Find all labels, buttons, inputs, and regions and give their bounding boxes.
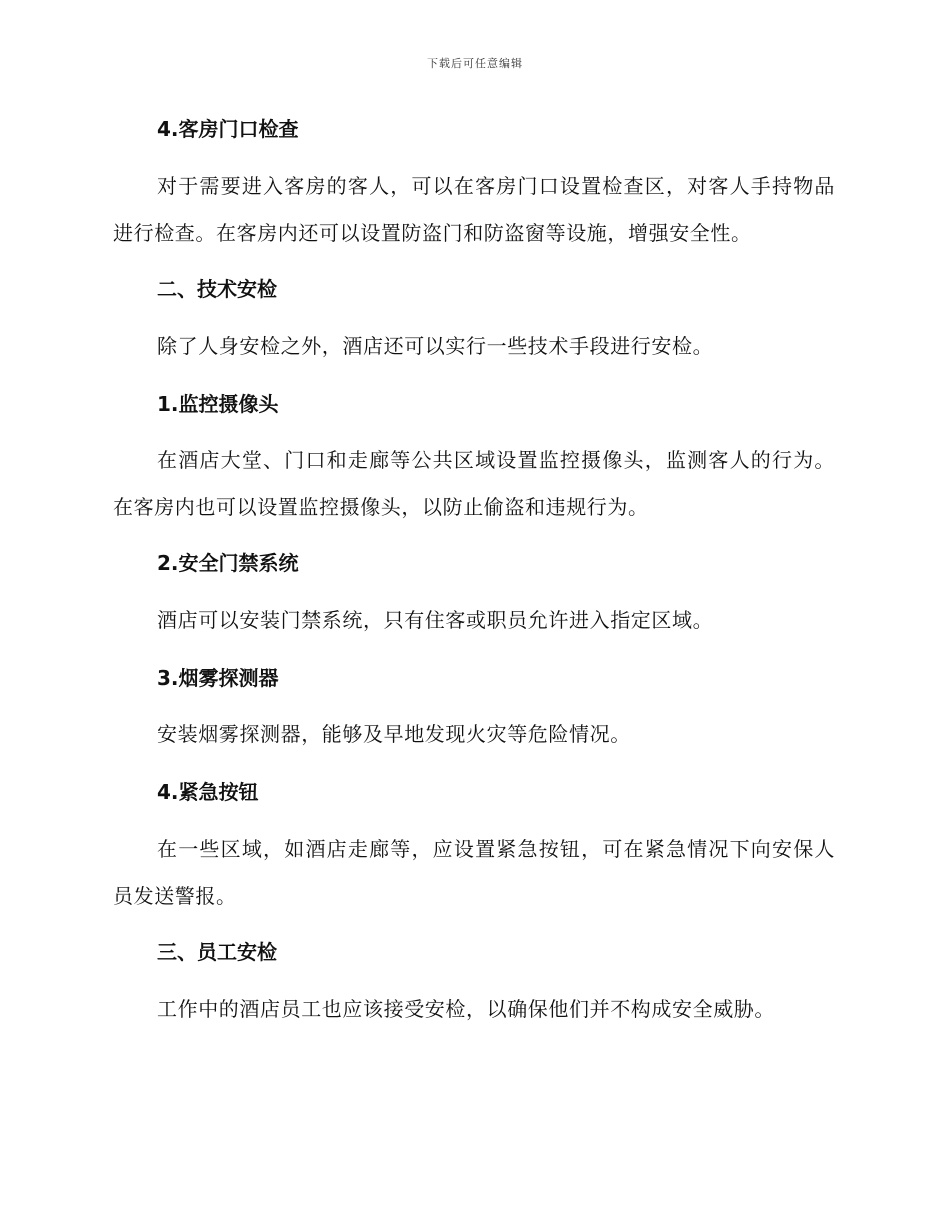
paragraph-technical-intro: 除了人身安检之外，酒店还可以实行一些技术手段进行安检。 <box>157 334 714 358</box>
section-heading-technical-check: 二、技术安检 <box>157 277 277 301</box>
paragraph-staff-check: 工作中的酒店员工也应该接受安检，以确保他们并不构成安全威胁。 <box>157 997 775 1021</box>
section-heading-emergency-button: 4.紧急按钮 <box>157 780 259 804</box>
paragraph-access-control: 酒店可以安装门禁系统，只有住客或职员允许进入指定区域。 <box>157 608 714 632</box>
section-heading-access-control: 2.安全门禁系统 <box>157 551 299 575</box>
paragraph-cameras: 在酒店大堂、门口和走廊等公共区域设置监控摄像头，监测客人的行为。在客房内也可以设置监控摄像头，以防止偷盗和违规行为。 <box>113 448 835 519</box>
paragraph-emergency-button: 在一些区域，如酒店走廊等，应设置紧急按钮，可在紧急情况下向安保人员发送警报。 <box>113 837 835 908</box>
section-heading-door-check: 4.客房门口检查 <box>157 117 299 141</box>
section-heading-staff-check: 三、员工安检 <box>157 940 277 964</box>
section-heading-smoke-detector: 3.烟雾探测器 <box>157 666 279 690</box>
paragraph-door-check: 对于需要进入客房的客人，可以在客房门口设置检查区，对客人手持物品进行检查。在客房内还可以设置防盗门和防盗窗等设施，增强安全性。 <box>113 174 835 245</box>
section-heading-cameras: 1.监控摄像头 <box>157 392 279 416</box>
page-header: 下载后可任意编辑 <box>427 57 523 70</box>
paragraph-smoke-detector: 安装烟雾探测器，能够及早地发现火灾等危险情况。 <box>157 722 631 746</box>
